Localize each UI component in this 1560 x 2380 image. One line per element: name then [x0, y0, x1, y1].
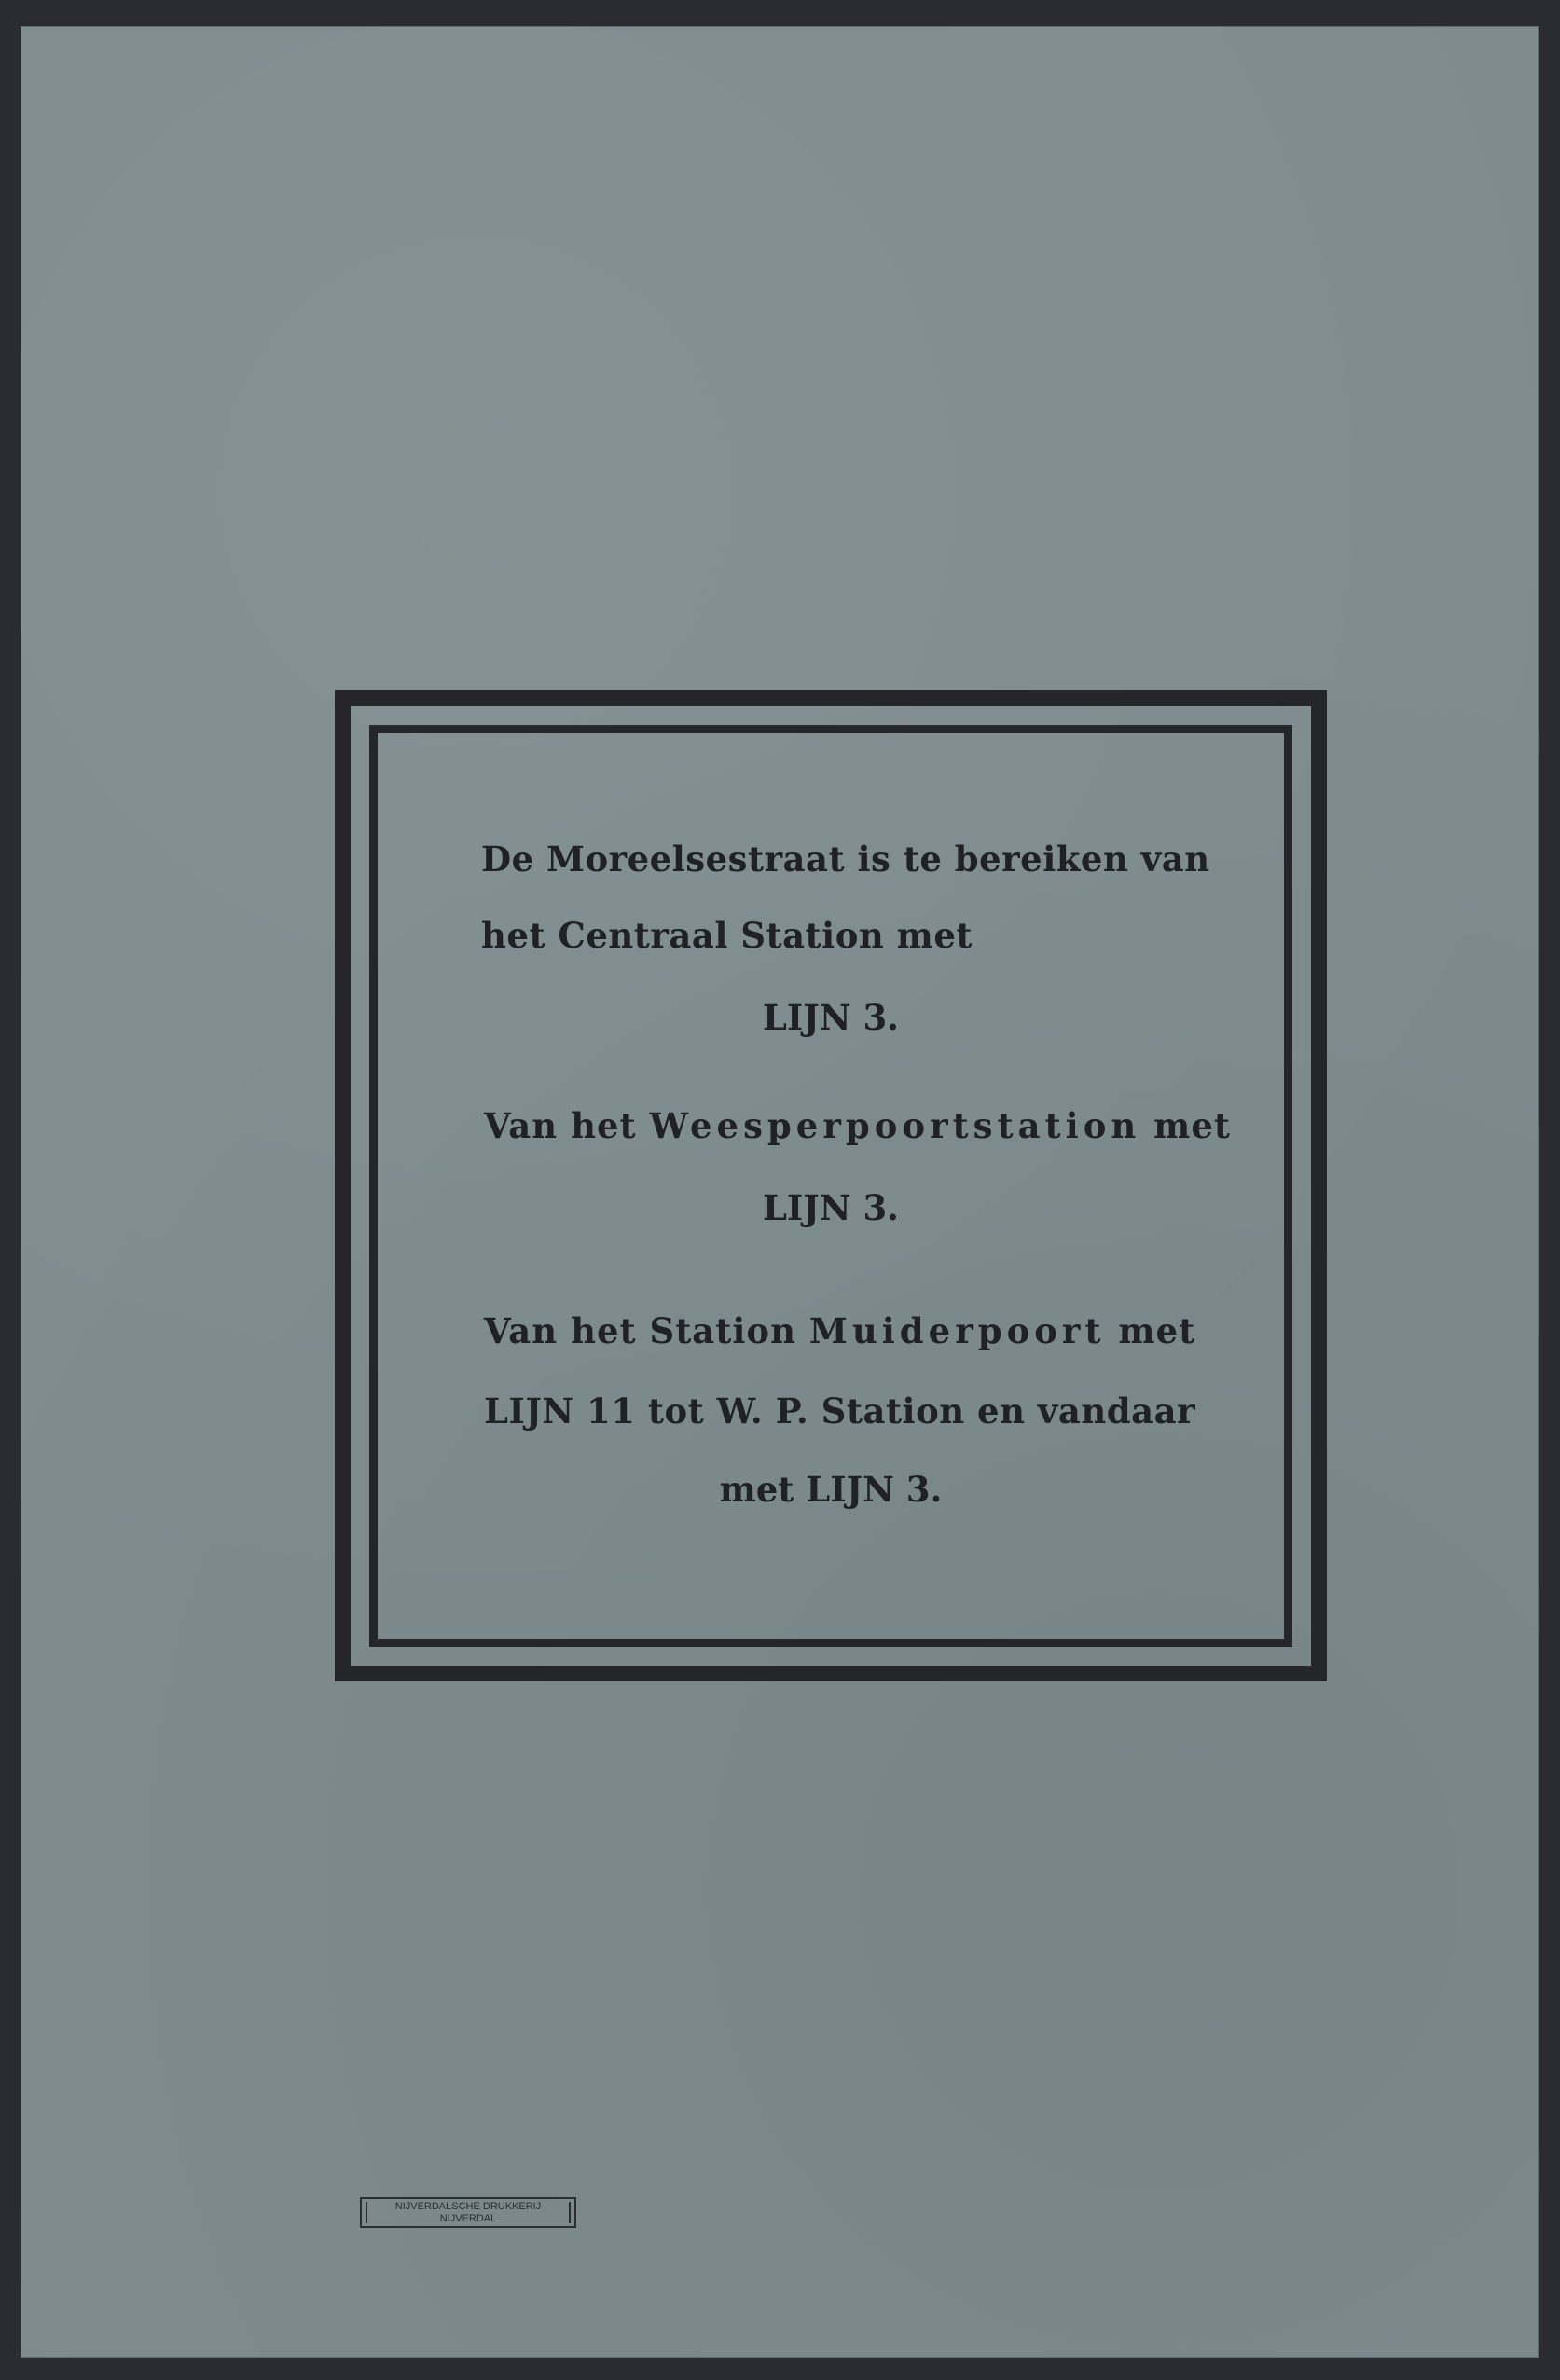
notice-line-5: LIJN 3. — [762, 1187, 900, 1228]
notice-line-4-start: Van het — [484, 1105, 650, 1146]
notice-line-4-station: Weesperpoortstation — [649, 1105, 1141, 1146]
notice-line-4-end: met — [1140, 1105, 1231, 1146]
notice-text-block — [378, 733, 1284, 1639]
notice-line-6 — [484, 1310, 1196, 1351]
notice-frame-outer — [335, 690, 1327, 1681]
notice-line-6-station: Muiderpoort — [808, 1310, 1106, 1351]
notice-line-2: het Centraal Station met — [481, 915, 973, 956]
printer-imprint — [360, 2197, 576, 2228]
notice-line-6-end: met — [1105, 1310, 1196, 1351]
printer-imprint-name: NIJVERDALSCHE DRUKKERIJ — [394, 2201, 542, 2212]
notice-line-1: De Moreelsestraat is te bereiken van — [481, 838, 1210, 879]
notice-line-3: LIJN 3. — [762, 997, 900, 1038]
notice-line-4 — [484, 1105, 1231, 1146]
notice-line-8: met LIJN 3. — [719, 1469, 943, 1510]
notice-line-7: LIJN 11 tot W. P. Station en vandaar — [484, 1391, 1196, 1432]
document-page — [21, 26, 1539, 2358]
notice-line-6-start: Van het Station — [484, 1310, 809, 1351]
printer-imprint-town: NIJVERDAL — [439, 2213, 497, 2224]
notice-frame-inner — [369, 725, 1292, 1647]
